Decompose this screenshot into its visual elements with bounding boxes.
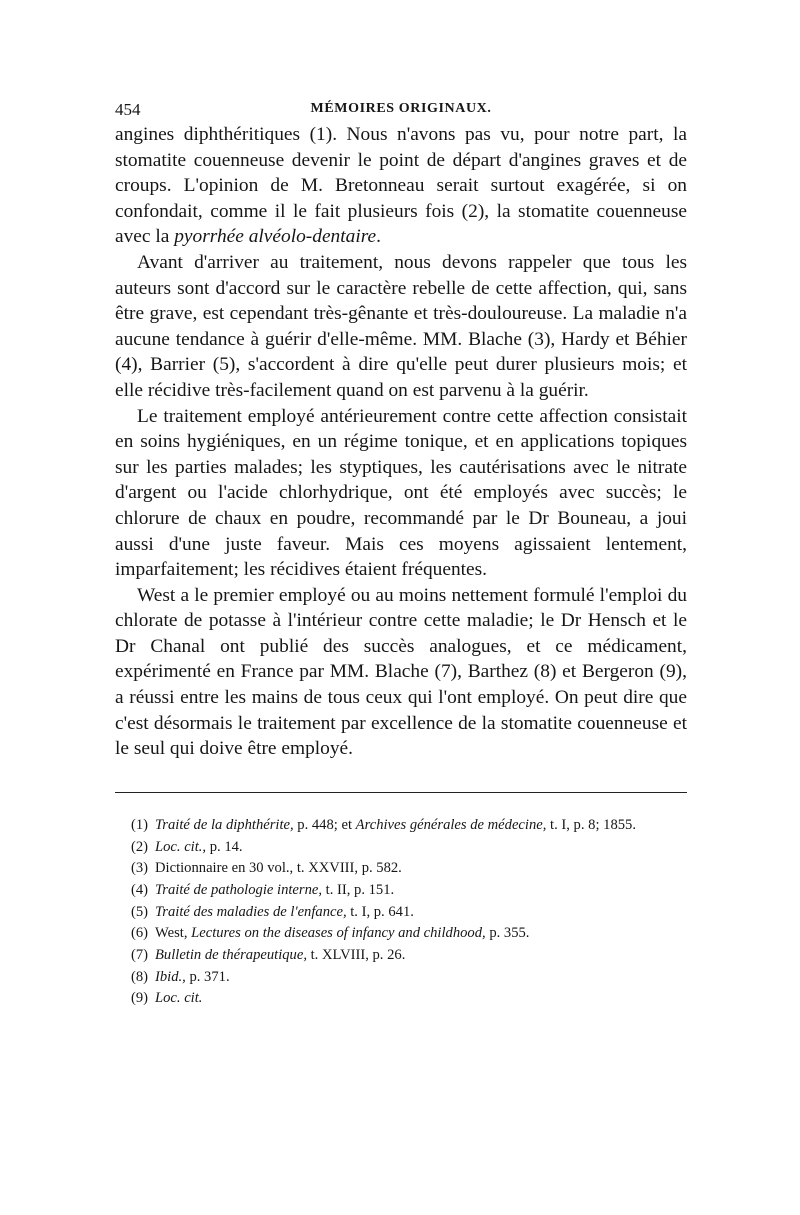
paragraph: West a le premier employé ou au moins nettement formulé l'emploi du chlorate de potasse à l'intérieur contre cette maladie; le Dr Hensch et le Dr Chanal ont publié des succès analogues, et ce médicament, expérimenté en France par MM. Blache (7), Barthez (8) et Bergeron (9), a réussi entre les mains de tous ceux qui l'ont employé. On peut dire que c'est désormais le traitement par excellence de la stomatite couenneuse et le seul qui doive être employé. (115, 584, 687, 760)
page-number: 454 (115, 100, 141, 119)
book-page (115, 100, 687, 1010)
footnote: (1) Traité de la diphthérite, p. 448; et Archives générales de médecine, t. I, p. 8; 1855. (131, 816, 636, 833)
footnote: (4) Traité de pathologie interne, t. II, p. 151. (131, 881, 395, 898)
paragraph: Avant d'arriver au traitement, nous devons rappeler que tous les auteurs sont d'accord sur le caractère rebelle de cette affection, qui, sans être grave, est cependant très-gênante et très-douloureuse. La maladie n'a aucune tendance à guérir d'elle-même. MM. Blache (3), Hardy et Béhier (4), Barrier (5), s'accordent à dire qu'elle peut durer plusieurs mois; et elle récidive très-facilement quand on est parvenu à la guérir. (115, 251, 687, 401)
running-title: MÉMOIRES ORIGINAUX. (310, 101, 492, 116)
footnote: (8) Ibid., p. 371. (131, 968, 230, 985)
main-text (115, 122, 687, 762)
paragraph (115, 122, 687, 250)
footnote: (5) Traité des maladies de l'enfance, t. I, p. 641. (131, 903, 414, 920)
footnote: (3) Dictionnaire en 30 vol., t. XXVIII, p. 582. (131, 860, 402, 877)
italic-term: pyorrhée alvéolo-dentaire (174, 226, 377, 248)
paragraph-text: . (376, 226, 382, 248)
paragraph: Le traitement employé antérieurement contre cette affection consistait en soins hygiéniques, en un régime tonique, et en applications topiques sur les parties malades; les styptiques, les cautérisations avec le nitrate d'argent ou l'acide chlorhydrique, ont été employés avec succès; le chlorure de chaux en poudre, recommandé par le Dr Bouneau, a joui aussi d'une juste faveur. Mais ces moyens agissaient lentement, imparfaitement; les récidives étaient fréquentes. (115, 405, 687, 581)
footnote: (2) Loc. cit., p. 14. (131, 838, 243, 855)
footnotes (115, 815, 687, 1010)
footnote: (6) West, Lectures on the diseases of infancy and childhood, p. 355. (131, 925, 530, 942)
paragraph-text: angines diphthéritiques (1). Nous n'avons pas vu, pour notre part, la stomatite couenneuse devenir le point de départ d'angines graves et de croups. L'opinion de M. Bretonneau serait surtout exagérée, si on confondait, comme il le fait plusieurs fois (2), la stomatite couenneuse avec la (115, 124, 687, 248)
running-head (115, 100, 687, 122)
footnote: (7) Bulletin de thérapeutique, t. XLVIII, p. 26. (131, 947, 406, 964)
footnote: (9) Loc. cit. (131, 990, 203, 1007)
footnote-separator (115, 792, 687, 793)
